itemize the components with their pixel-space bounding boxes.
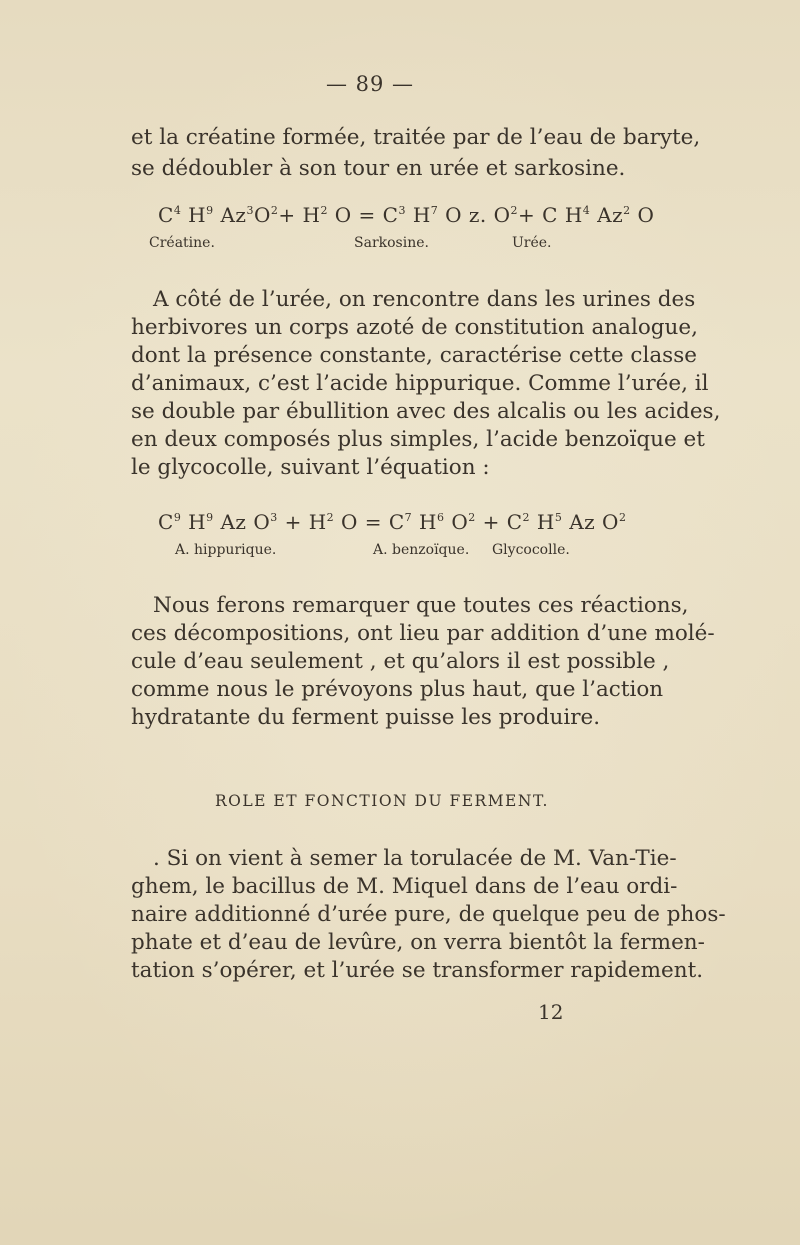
text-line: se double par ébullition avec des alcalis ou les acides, bbox=[131, 399, 721, 424]
formula-part: O z. O bbox=[438, 203, 511, 227]
signature-mark: 12 bbox=[538, 1000, 564, 1024]
paragraph-3 bbox=[131, 592, 715, 732]
formula-part: H bbox=[405, 203, 431, 227]
formula-subscript: 7 bbox=[404, 511, 413, 524]
text-line: se dédoubler à son tour en urée et sarkosine. bbox=[131, 156, 626, 181]
text-line: cule d’eau seulement , et qu’alors il est possible , bbox=[131, 649, 670, 674]
formula-subscript: 3 bbox=[270, 511, 278, 524]
formula-part: H bbox=[181, 203, 207, 227]
compound-label: Sarkosine. bbox=[354, 235, 429, 251]
formula-part: H bbox=[181, 510, 207, 534]
formula-part: Az bbox=[590, 203, 624, 227]
formula-subscript: 9 bbox=[206, 204, 214, 217]
equation-formula bbox=[131, 510, 627, 534]
paragraph-1 bbox=[131, 124, 701, 183]
page-number: — 89 — bbox=[325, 72, 415, 96]
compound-label: A. hippurique. bbox=[175, 542, 277, 558]
formula-part: + H bbox=[278, 203, 321, 227]
compound-label: Glycocolle. bbox=[492, 542, 570, 558]
paragraph-4 bbox=[131, 845, 726, 985]
formula-subscript: 2 bbox=[510, 204, 519, 217]
formula-subscript: 5 bbox=[554, 511, 563, 524]
formula-part: Az O bbox=[213, 510, 271, 534]
formula-subscript: 9 bbox=[206, 511, 214, 524]
formula-subscript: 6 bbox=[436, 511, 445, 524]
formula-part: Az bbox=[213, 203, 247, 227]
text-line: A côté de l’urée, on rencontre dans les urines des bbox=[153, 287, 696, 312]
text-line: ghem, le bacillus de M. Miquel dans de l’eau ordi- bbox=[131, 874, 678, 899]
formula-subscript: 2 bbox=[320, 204, 328, 217]
formula-part: + H bbox=[277, 510, 327, 534]
formula-subscript: 7 bbox=[430, 204, 439, 217]
equation-formula bbox=[131, 203, 655, 227]
text-line: herbivores un corps azoté de constitution analogue, bbox=[131, 315, 698, 340]
formula-subscript: 2 bbox=[623, 204, 631, 217]
formula-part: + C bbox=[475, 510, 523, 534]
formula-part: C bbox=[158, 203, 174, 227]
text-line: ces décompositions, ont lieu par addition d’une molé- bbox=[131, 621, 715, 646]
formula-subscript: 9 bbox=[173, 511, 182, 524]
formula-subscript: 2 bbox=[618, 511, 627, 524]
formula-part: O bbox=[253, 203, 271, 227]
text-line: le glycocolle, suivant l’équation : bbox=[131, 455, 490, 480]
equation-labels bbox=[131, 235, 598, 253]
formula-part: O bbox=[630, 203, 655, 227]
equation-hippuric bbox=[131, 510, 627, 560]
equation-labels bbox=[131, 542, 598, 560]
formula-part: H bbox=[412, 510, 437, 534]
text-line: et la créatine formée, traitée par de l’eau de baryte, bbox=[131, 125, 701, 150]
formula-part: Az O bbox=[562, 510, 619, 534]
text-line: dont la présence constante, caractérise cette classe bbox=[131, 343, 697, 368]
compound-label: A. benzoïque. bbox=[373, 542, 470, 558]
formula-subscript: 2 bbox=[326, 511, 335, 524]
formula-part: H bbox=[530, 510, 555, 534]
section-title: ROLE ET FONCTION DU FERMENT. bbox=[215, 792, 549, 810]
formula-part: + C H bbox=[518, 203, 583, 227]
formula-part: O = C bbox=[327, 203, 399, 227]
formula-subscript: 3 bbox=[246, 204, 254, 217]
text-line: tation s’opérer, et l’urée se transformer rapidement. bbox=[131, 958, 704, 983]
text-line: phate et d’eau de levûre, on verra bientôt la fermen- bbox=[131, 930, 705, 955]
formula-subscript: 2 bbox=[522, 511, 531, 524]
formula-subscript: 4 bbox=[173, 204, 182, 217]
compound-label: Urée. bbox=[512, 235, 552, 251]
text-line: en deux composés plus simples, l’acide benzoïque et bbox=[131, 427, 705, 452]
equation-creatine bbox=[131, 203, 655, 253]
text-line: naire additionné d’urée pure, de quelque peu de phos- bbox=[131, 902, 726, 927]
compound-label: Créatine. bbox=[149, 235, 215, 251]
paragraph-2 bbox=[131, 286, 721, 482]
text-line: Nous ferons remarquer que toutes ces réactions, bbox=[153, 593, 689, 618]
formula-part: C bbox=[158, 510, 174, 534]
formula-part: O bbox=[444, 510, 469, 534]
formula-subscript: 2 bbox=[468, 511, 476, 524]
formula-subscript: 2 bbox=[270, 204, 279, 217]
text-line: d’animaux, c’est l’acide hippurique. Comme l’urée, il bbox=[131, 371, 709, 396]
formula-part: O = C bbox=[334, 510, 405, 534]
formula-subscript: 4 bbox=[582, 204, 591, 217]
text-line: hydratante du ferment puisse les produire. bbox=[131, 705, 601, 730]
formula-subscript: 3 bbox=[398, 204, 406, 217]
text-line: comme nous le prévoyons plus haut, que l’action bbox=[131, 677, 664, 702]
text-line: . Si on vient à semer la torulacée de M. Van-Tie- bbox=[153, 846, 677, 871]
